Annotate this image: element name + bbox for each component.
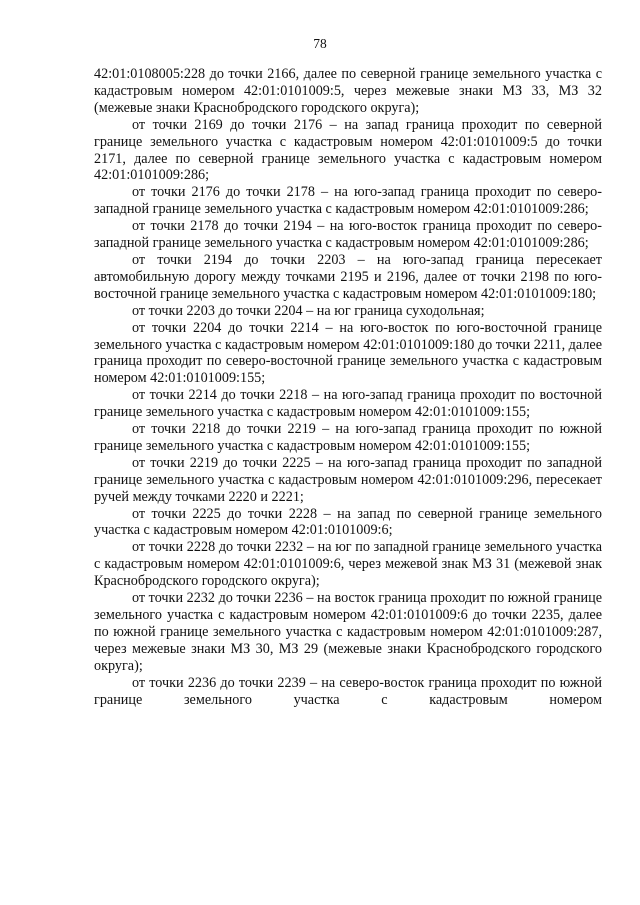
paragraph: от точки 2178 до точки 2194 – на юго-восток граница проходит по северо-западной границе земельного участка с кадастровым номером 42:01:0101009:286; [94, 218, 602, 252]
paragraph: от точки 2169 до точки 2176 – на запад граница проходит по северной границе земельного участка с кадастровым номером 42:01:0101009:5 до точки 2171, далее по северной границе земельного участка с кадастровым номером 42:01:0101009:286; [94, 116, 602, 184]
document-body [94, 66, 602, 708]
page-number: 78 [313, 36, 327, 51]
paragraph: от точки 2218 до точки 2219 – на юго-запад граница проходит по южной границе земельного участка с кадастровым номером 42:01:0101009:155; [94, 421, 602, 454]
paragraph: от точки 2236 до точки 2239 – на северо-восток граница проходит по южной границе земельного участка с кадастровым номером [94, 674, 602, 708]
paragraph: от точки 2225 до точки 2228 – на запад по северной границе земельного участка с кадастровым номером 42:01:0101009:6; [94, 505, 602, 539]
paragraph: от точки 2204 до точки 2214 – на юго-восток по юго-восточной границе земельного участка с кадастровым номером 42:01:0101009:180 до точки 2211, далее граница проходит по северо-восточной границе земельного участка с кадастровым номером 42:01:0101009:155; [94, 319, 602, 387]
paragraph: от точки 2228 до точки 2232 – на юг по западной границе земельного участка с кадастровым номером 42:01:0101009:6, через межевой знак МЗ 31 (межевой знак Краснобродского городского округа); [94, 539, 602, 590]
paragraph: 42:01:0108005:228 до точки 2166, далее по северной границе земельного участка с кадастровым номером 42:01:0101009:5, через межевые знаки МЗ 33, МЗ 32 (межевые знаки Краснобродского городского округа); [94, 66, 602, 116]
paragraph: от точки 2176 до точки 2178 – на юго-запад граница проходит по северо-западной границе земельного участка с кадастровым номером 42:01:0101009:286; [94, 184, 602, 218]
paragraph: от точки 2203 до точки 2204 – на юг граница суходольная; [132, 302, 485, 319]
paragraph: от точки 2214 до точки 2218 – на юго-запад граница проходит по восточной границе земельного участка с кадастровым номером 42:01:0101009:155; [94, 387, 602, 421]
paragraph: от точки 2194 до точки 2203 – на юго-запад граница пересекает автомобильную дорогу между точками 2195 и 2196, далее от точки 2198 по юго-восточной границе земельного участка с кадастровым номером 42:01:0101009:180; [94, 251, 602, 302]
paragraph: от точки 2232 до точки 2236 – на восток граница проходит по южной границе земельного участка с кадастровым номером 42:01:0101009:6 до точки 2235, далее по южной границе земельного участка с кадастровым номером 42:01:0101009:287, через межевые знаки МЗ 30, МЗ 29 (межевые знаки Краснобродского городского округа); [94, 590, 602, 674]
paragraph: от точки 2219 до точки 2225 – на юго-запад граница проходит по западной границе земельного участка с кадастровым номером 42:01:0101009:296, пересекает ручей между точками 2220 и 2221; [94, 454, 602, 505]
